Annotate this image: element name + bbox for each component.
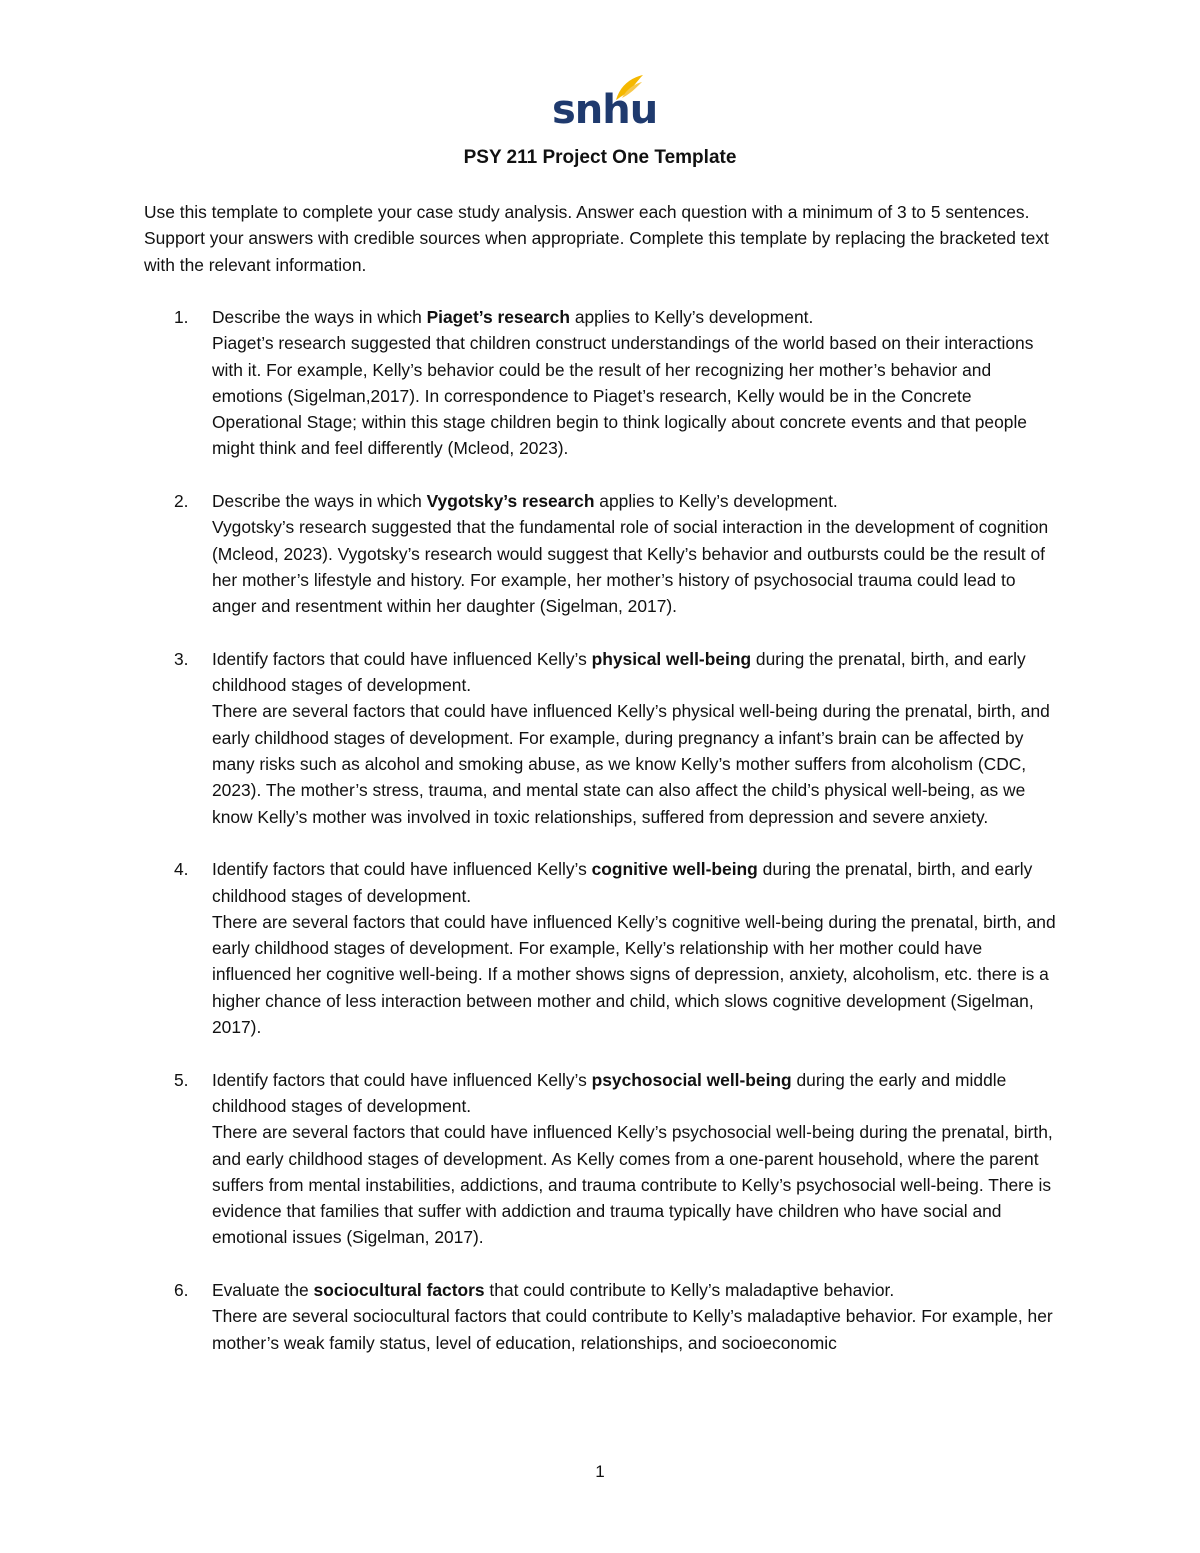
question-item [144, 856, 1064, 1040]
question-prompt: Evaluate the sociocultural factors that could contribute to Kelly’s maladaptive behavior. [212, 1279, 895, 1300]
question-item [144, 1067, 1064, 1251]
intro-paragraph: Use this template to complete your case study analysis. Answer each question with a minimum of 3 to 5 sentences. Support your answers with credible sources when appropriate. Complete this template by replacing the bracketed text with the relevant information. [144, 202, 1049, 275]
question-prompt: Describe the ways in which Vygotsky’s research applies to Kelly’s development. [212, 491, 838, 512]
question-item [144, 646, 1064, 830]
question-number: 3. [174, 648, 189, 669]
question-prompt: Identify factors that could have influenced Kelly’s psychosocial well-being during the early and middle childhood stages of development. [212, 1069, 1007, 1116]
logo-wordmark: snhu [552, 87, 658, 133]
question-number: 4. [174, 859, 189, 880]
question-prompt: Identify factors that could have influenced Kelly’s physical well-being during the prenatal, birth, and early childhood stages of development. [212, 648, 1026, 696]
question-item [144, 488, 1064, 619]
page-number: 1 [595, 1462, 605, 1481]
question-answer: There are several factors that could have influenced Kelly’s psychosocial well-being during the prenatal, birth, and early childhood stages of development. As Kelly comes from a one-parent household, where the parent suffers from mental instabilities, addictions, and trauma contribute to Kelly’s psychosocial well-being. There is evidence that families that suffer with addiction and trauma typically have children who have social and emotional issues (Sigelman, 2017). [212, 1122, 1053, 1248]
question-number: 6. [174, 1279, 189, 1300]
page-title: PSY 211 Project One Template [463, 147, 737, 168]
question-answer: There are several sociocultural factors that could contribute to Kelly’s maladaptive behavior. For example, her mother’s weak family status, level of education, relationships, and socioeconomic [212, 1306, 1053, 1353]
question-answer: There are several factors that could have influenced Kelly’s cognitive well-being during the prenatal, birth, and early childhood stages of development. For example, Kelly’s relationship with her mother could have influenced her cognitive well-being. If a mother shows signs of depression, anxiety, alcoholism, etc. there is a higher chance of less interaction between mother and child, which slows cognitive development (Sigelman, 2017). [212, 911, 1056, 1038]
question-answer: Vygotsky’s research suggested that the fundamental role of social interaction in the development of cognition (Mcleod, 2023). Vygotsky’s research would suggest that Kelly’s behavior and outbursts could be the result of her mother’s lifestyle and history. For example, her mother’s history of psychosocial trauma could lead to anger and resentment within her daughter (Sigelman, 2017). [212, 517, 1049, 617]
question-prompt: Describe the ways in which Piaget’s research applies to Kelly’s development. [212, 307, 814, 327]
question-number: 1. [174, 307, 189, 327]
question-item [144, 304, 1064, 462]
question-answer: Piaget’s research suggested that children construct understandings of the world based on their interactions with it. For example, Kelly’s behavior could be the result of her recognizing her mother’s behavior and emotions (Sigelman,2017). In correspondence to Piaget’s research, Kelly would be in the Concrete Operational Stage; within this stage children begin to think logically about concrete events and that people might think and feel differently (Mcleod, 2023). [212, 333, 1034, 459]
snhu-logo [552, 74, 658, 133]
question-number: 2. [174, 491, 189, 512]
question-item [144, 1277, 1064, 1356]
question-prompt: Identify factors that could have influenced Kelly’s cognitive well-being during the prenatal, birth, and early childhood stages of development. [212, 859, 1033, 906]
question-list [144, 304, 1064, 1356]
question-number: 5. [174, 1069, 189, 1090]
question-answer: There are several factors that could have influenced Kelly’s physical well-being during the prenatal, birth, and early childhood stages of development. For example, during pregnancy a infant’s brain can be affected by many risks such as alcohol and smoking abuse, as we know Kelly’s mother suffers from alcoholism (CDC, 2023). The mother’s stress, trauma, and mental state can also affect the child’s physical well-being, as we know Kelly’s mother was involved in toxic relationships, suffered from depression and severe anxiety. [212, 701, 1050, 827]
